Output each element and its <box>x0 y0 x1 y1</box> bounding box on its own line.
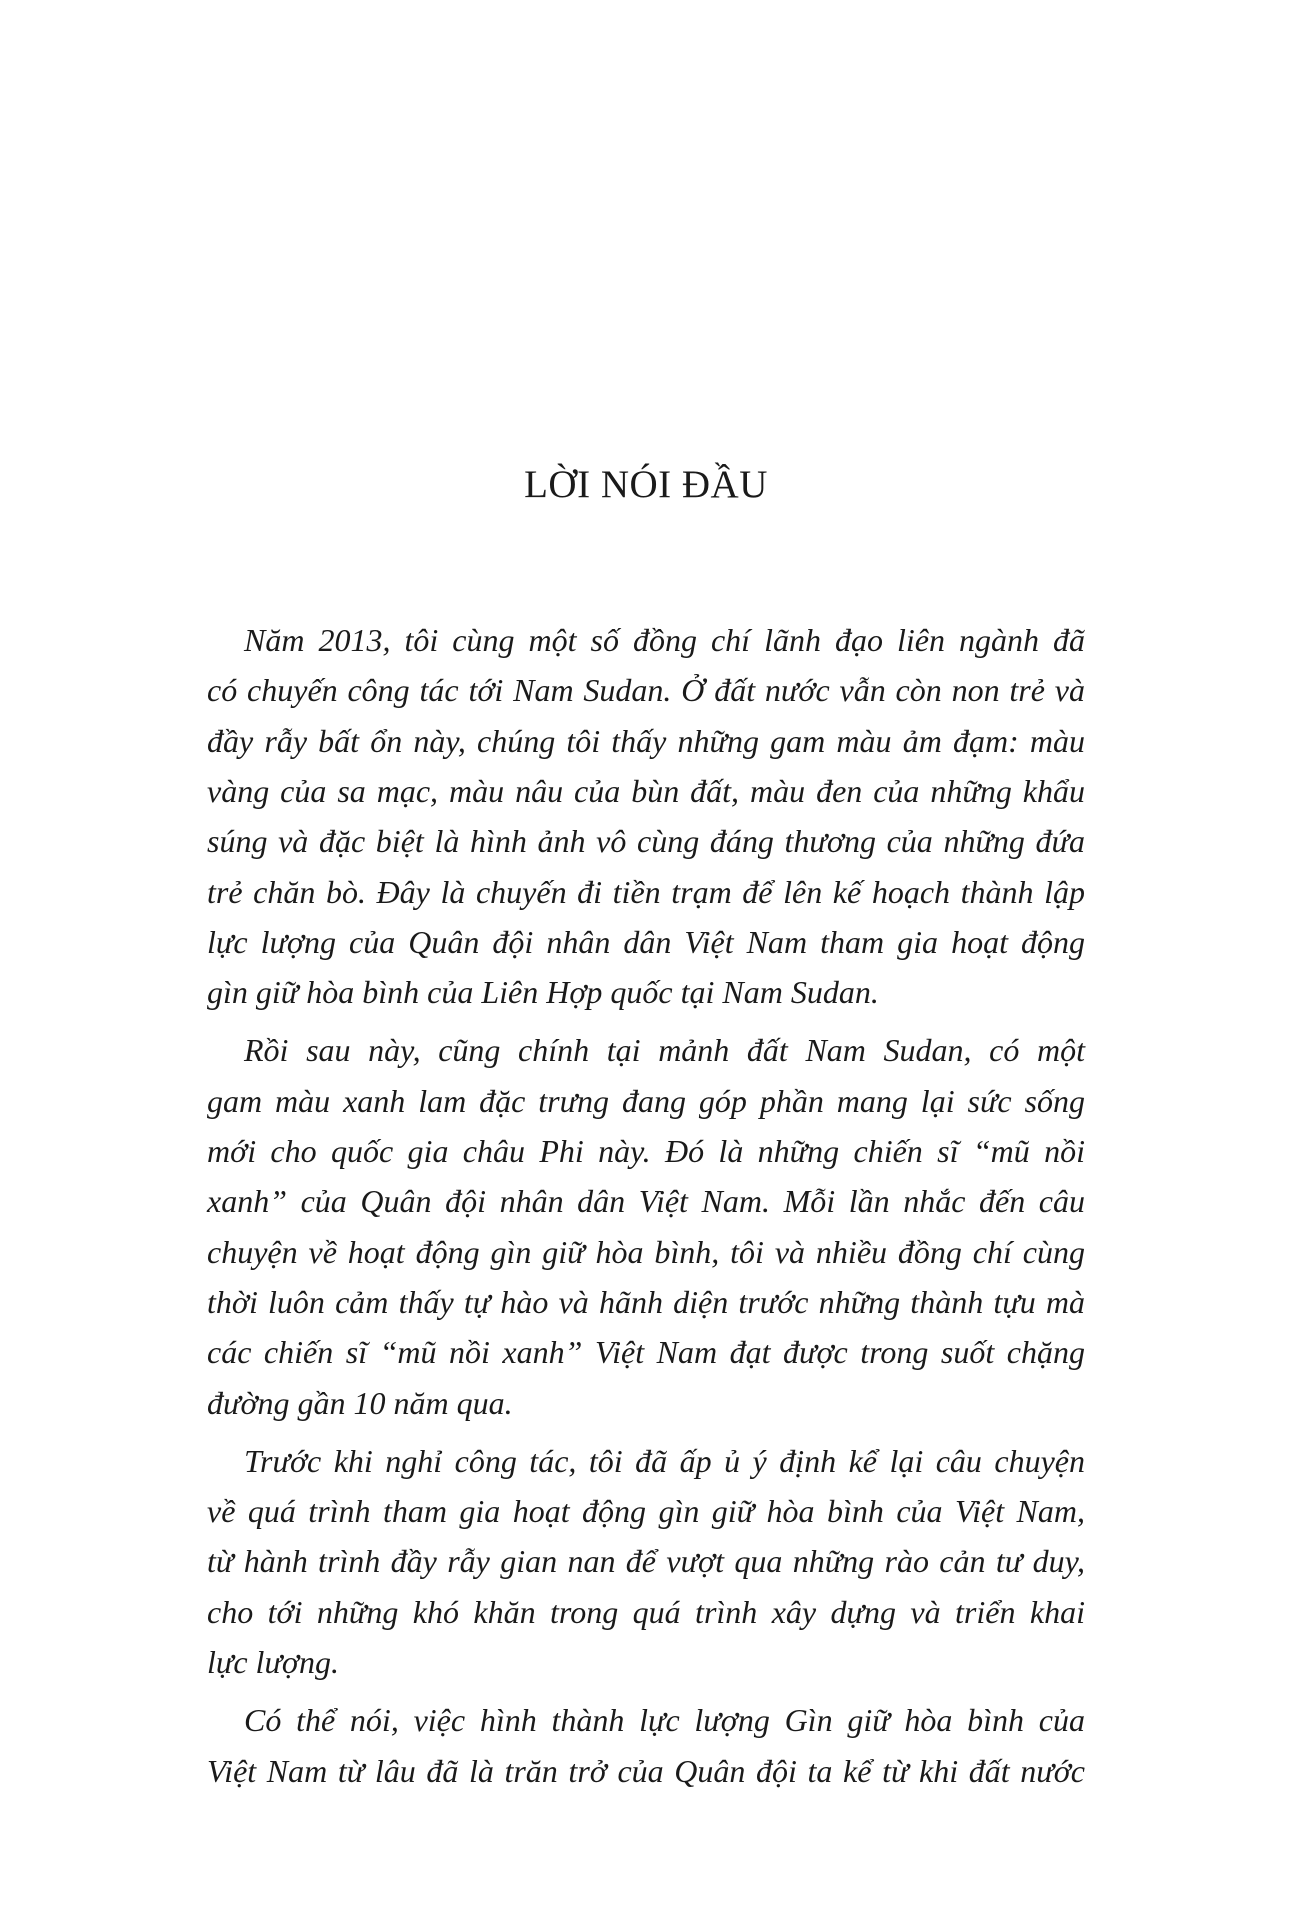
text-line: từ hành trình đầy rẫy gian nan để vượt qua những rào cản tư duy, <box>207 1543 1085 1580</box>
text-line: có chuyến công tác tới Nam Sudan. Ở đất nước vẫn còn non trẻ và <box>207 672 1085 709</box>
text-line: thời luôn cảm thấy tự hào và hãnh diện trước những thành tựu mà <box>207 1283 1085 1320</box>
text-line: các chiến sĩ “mũ nồi xanh” Việt Nam đạt được trong suốt chặng <box>207 1334 1085 1371</box>
text-line: Có thể nói, việc hình thành lực lượng Gìn giữ hòa bình của <box>244 1702 1085 1739</box>
text-line: Việt Nam từ lâu đã là trăn trở của Quân đội ta kể từ khi đất nước <box>207 1752 1085 1789</box>
text-line: gam màu xanh lam đặc trưng đang góp phần mang lại sức sống <box>207 1082 1085 1119</box>
text-line: về quá trình tham gia hoạt động gìn giữ hòa bình của Việt Nam, <box>207 1493 1085 1530</box>
text-line: cho tới những khó khăn trong quá trình xây dựng và triển khai <box>207 1593 1085 1630</box>
text-line: đường gần 10 năm qua. <box>207 1384 513 1421</box>
text-line: chuyện về hoạt động gìn giữ hòa bình, tôi và nhiều đồng chí cùng <box>207 1233 1085 1270</box>
text-line: Rồi sau này, cũng chính tại mảnh đất Nam Sudan, có một <box>244 1032 1085 1069</box>
text-line: đầy rẫy bất ổn này, chúng tôi thấy những gam màu ảm đạm: màu <box>207 722 1085 759</box>
text-line: súng và đặc biệt là hình ảnh vô cùng đáng thương của những đứa <box>207 823 1085 860</box>
chapter-title: LỜI NÓI ĐẦU <box>524 463 768 506</box>
text-line: mới cho quốc gia châu Phi này. Đó là những chiến sĩ “mũ nồi <box>207 1133 1085 1169</box>
text-line: Năm 2013, tôi cùng một số đồng chí lãnh đạo liên ngành đã <box>244 622 1085 658</box>
text-line: xanh” của Quân đội nhân dân Việt Nam. Mỗi lần nhắc đến câu <box>207 1183 1085 1220</box>
text-line: Trước khi nghỉ công tác, tôi đã ấp ủ ý định kể lại câu chuyện <box>244 1442 1085 1479</box>
text-line: lực lượng của Quân đội nhân dân Việt Nam tham gia hoạt động <box>207 923 1085 960</box>
text-line: trẻ chăn bò. Đây là chuyến đi tiền trạm để lên kế hoạch thành lập <box>207 873 1085 910</box>
text-line: vàng của sa mạc, màu nâu của bùn đất, màu đen của những khẩu <box>207 772 1085 809</box>
text-line: lực lượng. <box>207 1644 339 1680</box>
text-line: gìn giữ hòa bình của Liên Hợp quốc tại Nam Sudan. <box>207 974 879 1011</box>
